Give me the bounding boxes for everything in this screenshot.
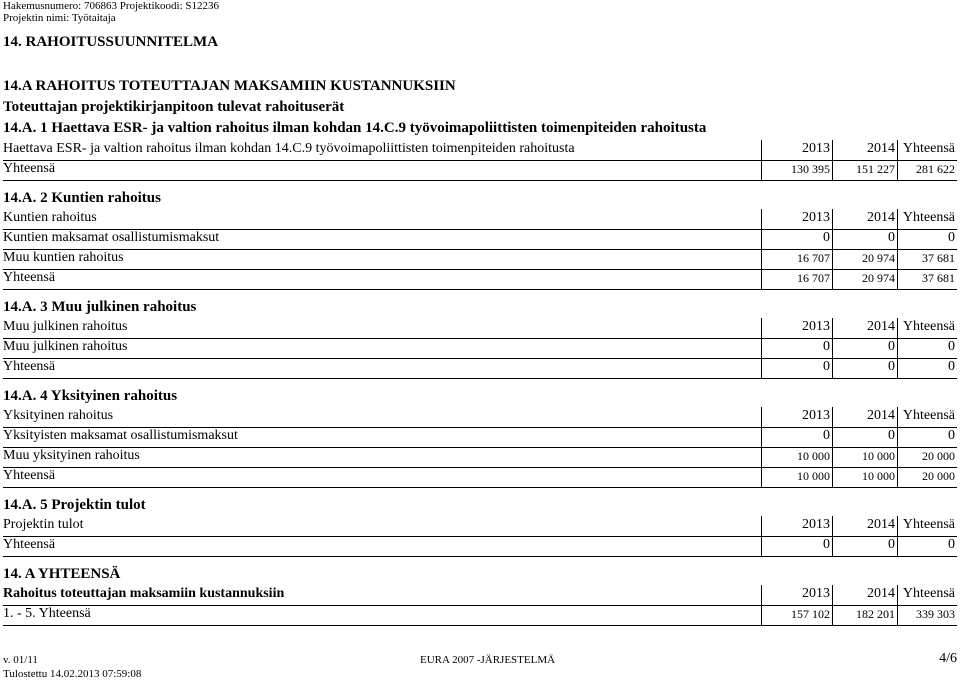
table-row (3, 338, 957, 359)
col-2013: 2013 (761, 209, 832, 229)
value-total: 37 681 (897, 269, 957, 289)
col-total: Yhteensä (897, 585, 957, 605)
table-row (3, 605, 957, 626)
section-a-title: 14.A RAHOITUS TOTEUTTAJAN MAKSAMIIN KUSTANNUKSIIN (3, 78, 456, 94)
value-2013: 10 000 (761, 467, 832, 487)
table-row (3, 358, 957, 379)
footer-version: v. 01/11 (3, 654, 38, 666)
col-total: Yhteensä (897, 407, 957, 427)
value-2014: 0 (832, 338, 897, 358)
row-label: Kuntien maksamat osallistumismaksut (3, 230, 220, 245)
page-number: 4/6 (939, 651, 957, 666)
value-2013: 16 707 (761, 269, 832, 289)
yhteensa-header-label: Rahoitus toteuttajan maksamiin kustannuksiin (3, 586, 285, 601)
value-2014: 182 201 (832, 605, 897, 625)
col-2014: 2014 (832, 516, 897, 536)
yhteensa-title: 14. A YHTEENSÄ (3, 566, 121, 582)
value-total: 0 (897, 358, 957, 378)
value-2014: 10 000 (832, 447, 897, 467)
kunta-header-row (3, 209, 957, 230)
col-2013: 2013 (761, 140, 832, 160)
value-2014: 151 227 (832, 160, 897, 180)
yksityinen-header-row (3, 407, 957, 428)
value-2014: 20 974 (832, 249, 897, 269)
row-label: Yhteensä (3, 468, 56, 483)
value-2013: 0 (761, 427, 832, 447)
esr-header-row (3, 140, 957, 161)
value-total: 0 (897, 427, 957, 447)
col-2014: 2014 (832, 318, 897, 338)
footer-system: EURA 2007 -JÄRJESTELMÄ (420, 654, 556, 666)
value-2013: 0 (761, 358, 832, 378)
col-2013: 2013 (761, 585, 832, 605)
value-total: 20 000 (897, 447, 957, 467)
col-total: Yhteensä (897, 140, 957, 160)
value-2013: 130 395 (761, 160, 832, 180)
value-total: 0 (897, 536, 957, 556)
kunta-title: 14.A. 2 Kuntien rahoitus (3, 190, 161, 206)
col-2013: 2013 (761, 318, 832, 338)
row-label: Muu julkinen rahoitus (3, 339, 128, 354)
value-2014: 0 (832, 358, 897, 378)
value-2013: 16 707 (761, 249, 832, 269)
value-total: 0 (897, 229, 957, 249)
value-2014: 0 (832, 427, 897, 447)
value-2013: 0 (761, 536, 832, 556)
row-label: Yhteensä (3, 161, 56, 176)
row-label: Muu kuntien rahoitus (3, 250, 124, 265)
page-title: 14. RAHOITUSSUUNNITELMA (3, 34, 219, 50)
table-row (3, 427, 957, 448)
section-a-subtitle: Toteuttajan projektikirjanpitoon tulevat rahoituserät (3, 99, 345, 115)
col-2013: 2013 (761, 407, 832, 427)
value-2014: 10 000 (832, 467, 897, 487)
application-number: Hakemusnumero: 706863 Projektikoodi: S12236 (3, 0, 220, 12)
value-2013: 157 102 (761, 605, 832, 625)
kunta-header-label: Kuntien rahoitus (3, 210, 97, 225)
footer-printed: Tulostettu 14.02.2013 07:59:08 (3, 668, 142, 680)
yksityinen-header-label: Yksityinen rahoitus (3, 408, 114, 423)
value-2014: 0 (832, 229, 897, 249)
esr-title: 14.A. 1 Haettava ESR- ja valtion rahoitus ilman kohdan 14.C.9 työvoimapoliittisten toimenpiteiden rahoitusta (3, 120, 707, 136)
row-label: Yksityisten maksamat osallistumismaksut (3, 428, 238, 443)
table-row (3, 249, 957, 270)
esr-total-row (3, 160, 957, 181)
col-2014: 2014 (832, 585, 897, 605)
value-total: 37 681 (897, 249, 957, 269)
col-total: Yhteensä (897, 318, 957, 338)
tulot-title: 14.A. 5 Projektin tulot (3, 497, 146, 513)
row-label: Yhteensä (3, 270, 56, 285)
value-2013: 10 000 (761, 447, 832, 467)
esr-header-label: Haettava ESR- ja valtion rahoitus ilman kohdan 14.C.9 työvoimapoliittisten toimenpiteiden rahoitusta (3, 141, 575, 156)
julkinen-title: 14.A. 3 Muu julkinen rahoitus (3, 299, 197, 315)
yhteensa-header-row (3, 585, 957, 606)
project-name: Projektin nimi: Työtaitaja (3, 12, 116, 24)
col-2014: 2014 (832, 209, 897, 229)
table-row (3, 447, 957, 468)
value-2014: 20 974 (832, 269, 897, 289)
value-2013: 0 (761, 229, 832, 249)
col-total: Yhteensä (897, 516, 957, 536)
value-total: 0 (897, 338, 957, 358)
table-row (3, 229, 957, 250)
tulot-header-row (3, 516, 957, 537)
col-2014: 2014 (832, 140, 897, 160)
julkinen-header-label: Muu julkinen rahoitus (3, 319, 128, 334)
value-total: 339 303 (897, 605, 957, 625)
yksityinen-title: 14.A. 4 Yksityinen rahoitus (3, 388, 178, 404)
value-total: 20 000 (897, 467, 957, 487)
julkinen-header-row (3, 318, 957, 339)
table-row (3, 536, 957, 557)
row-label: Muu yksityinen rahoitus (3, 448, 140, 463)
tulot-header-label: Projektin tulot (3, 517, 84, 532)
table-row (3, 467, 957, 488)
col-2014: 2014 (832, 407, 897, 427)
value-2014: 0 (832, 536, 897, 556)
row-label: 1. - 5. Yhteensä (3, 606, 91, 621)
table-row (3, 269, 957, 290)
row-label: Yhteensä (3, 359, 56, 374)
row-label: Yhteensä (3, 537, 56, 552)
col-total: Yhteensä (897, 209, 957, 229)
col-2013: 2013 (761, 516, 832, 536)
value-2013: 0 (761, 338, 832, 358)
value-total: 281 622 (897, 160, 957, 180)
